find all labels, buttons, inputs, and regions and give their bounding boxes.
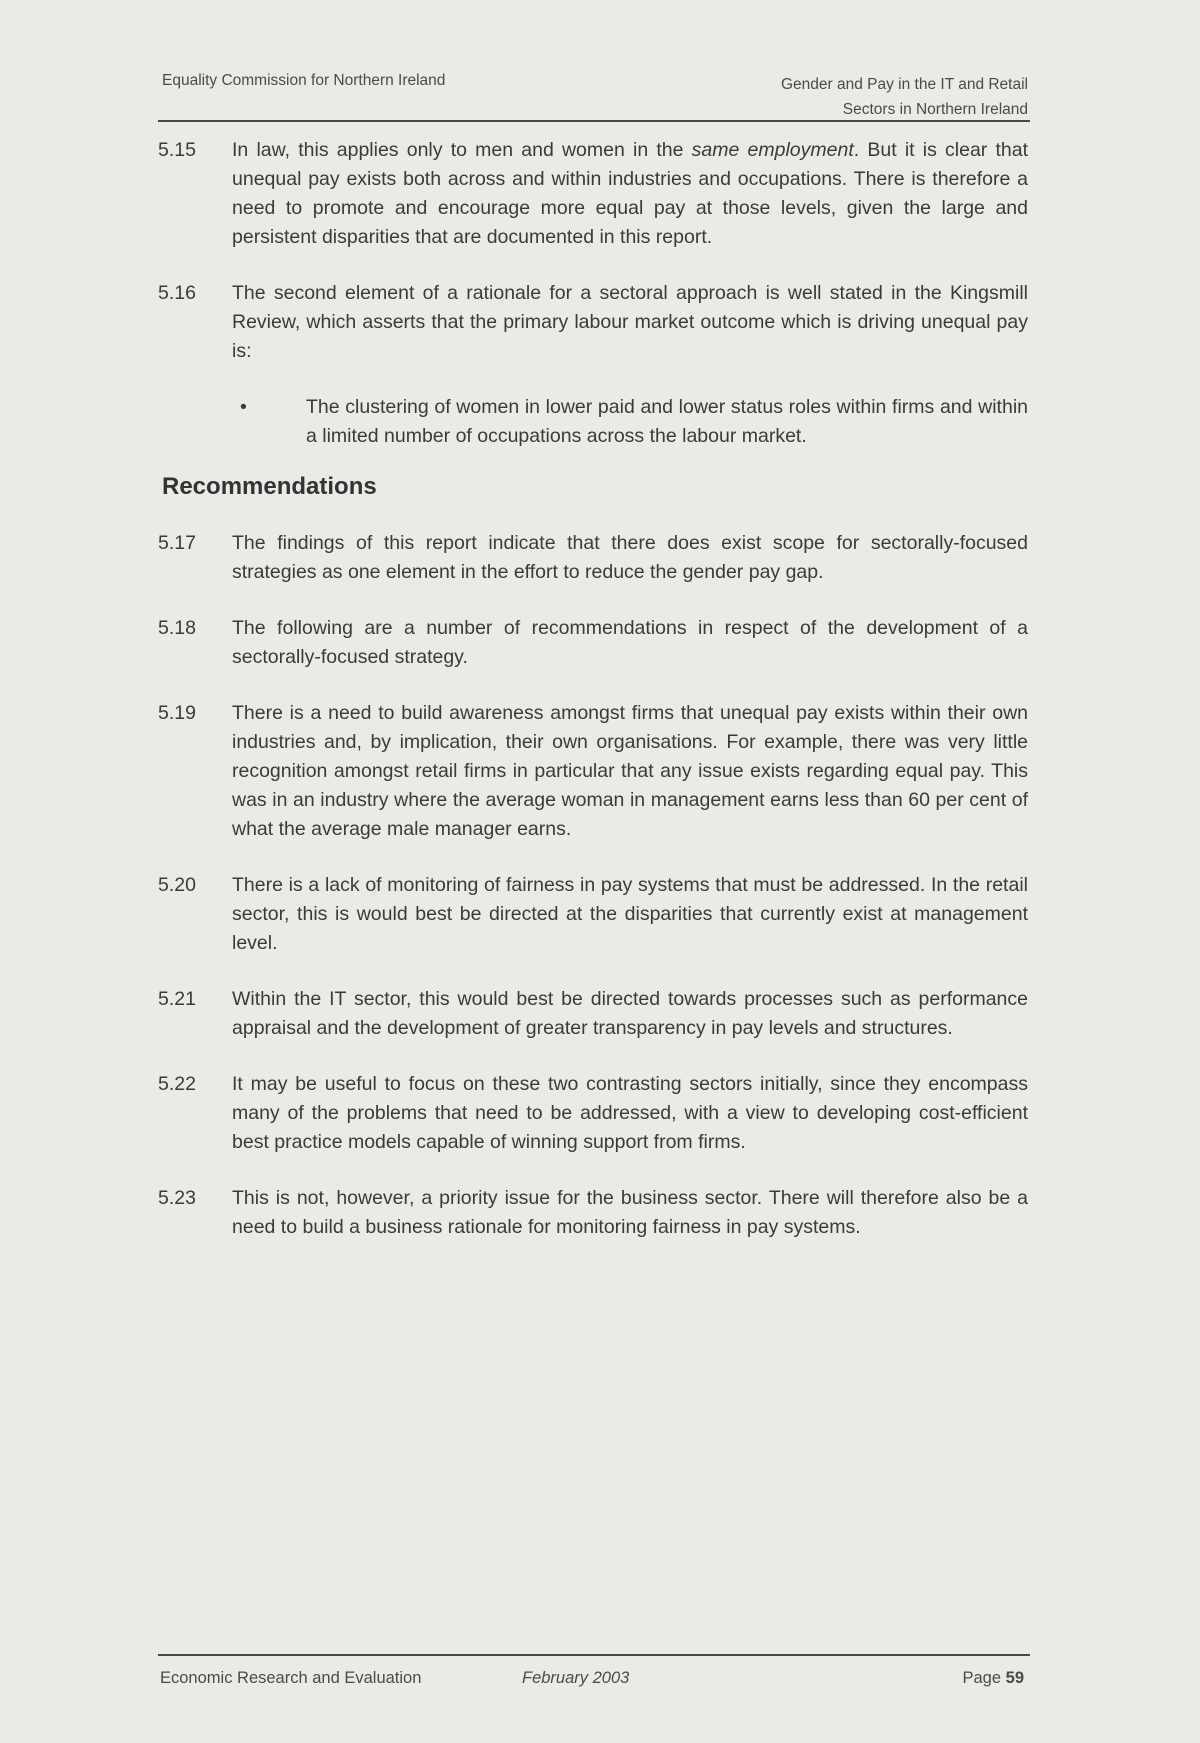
paragraph-text: The following are a number of recommendations in respect of the development of a sectorally-focused strategy.	[232, 617, 1028, 668]
paragraph-5-22	[158, 1070, 1030, 1157]
paragraph-5-17	[158, 529, 1030, 587]
page-header	[158, 66, 1030, 122]
paragraph-number: 5.18	[158, 617, 196, 639]
paragraph-5-16	[158, 279, 1030, 366]
bullet-item	[232, 393, 1030, 451]
bullet-icon: •	[240, 396, 247, 418]
paragraph-number: 5.16	[158, 282, 196, 304]
paragraph-5-21	[158, 985, 1030, 1043]
paragraph-number: 5.19	[158, 702, 196, 724]
paragraph-5-19	[158, 699, 1030, 844]
paragraph-5-23	[158, 1184, 1030, 1242]
footer-department: Economic Research and Evaluation	[160, 1669, 422, 1687]
paragraph-number: 5.15	[158, 139, 196, 161]
paragraph-5-15	[158, 136, 1030, 252]
paragraph-5-20	[158, 871, 1030, 958]
footer-date: February 2003	[522, 1669, 630, 1687]
header-title-line-1: Gender and Pay in the IT and Retail	[780, 76, 1028, 93]
page-number: Page 59	[962, 1669, 1024, 1687]
paragraph-text: This is not, however, a priority issue for the business sector. There will therefore also be a need to build a business rationale for monitoring fairness in pay systems.	[232, 1187, 1028, 1238]
section-heading: Recommendations	[162, 473, 377, 500]
header-title-line-2: Sectors in Northern Ireland	[842, 101, 1028, 118]
bullet-text: The clustering of women in lower paid and lower status roles within firms and within a limited number of occupations across the labour market.	[306, 396, 1028, 447]
paragraph-number: 5.17	[158, 532, 196, 554]
italic-phrase: same employment	[691, 139, 854, 161]
paragraph-number: 5.23	[158, 1187, 196, 1209]
page-footer	[158, 1654, 1030, 1687]
paragraph-text: It may be useful to focus on these two contrasting sectors initially, since they encompass many of the problems that need to be addressed, with a view to developing cost-efficient best practice models capable of winning support from firms.	[232, 1073, 1028, 1153]
paragraph-text: The findings of this report indicate that there does exist scope for sectorally-focused strategies as one element in the effort to reduce the gender pay gap.	[232, 532, 1028, 583]
paragraph-text: There is a lack of monitoring of fairness in pay systems that must be addressed. In the retail sector, this is would best be directed at the disparities that currently exist at management level.	[232, 874, 1028, 954]
paragraph-number: 5.21	[158, 988, 196, 1010]
paragraph-text: Within the IT sector, this would best be directed towards processes such as performance appraisal and the development of greater transparency in pay levels and structures.	[232, 988, 1028, 1039]
paragraph-number: 5.20	[158, 874, 196, 896]
header-organisation: Equality Commission for Northern Ireland	[162, 72, 446, 89]
header-report-title	[781, 72, 1028, 122]
paragraph-number: 5.22	[158, 1073, 196, 1095]
paragraph-text: In law, this applies only to men and women in the same employment. But it is clear that unequal pay exists both across and within industries and occupations. There is therefore a need to promote and encourage more equal pay at those levels, given the large and persistent disparities that are documented in this report.	[232, 139, 1028, 248]
page-body	[158, 136, 1030, 1269]
paragraph-text: The second element of a rationale for a sectoral approach is well stated in the Kingsmill Review, which asserts that the primary labour market outcome which is driving unequal pay is:	[232, 282, 1028, 362]
paragraph-text: There is a need to build awareness amongst firms that unequal pay exists within their own industries and, by implication, their own organisations. For example, there was very little recognition amongst retail firms in particular that any issue exists regarding equal pay. This was in an industry where the average woman in management earns less than 60 per cent of what the average male manager earns.	[232, 702, 1028, 840]
paragraph-5-18	[158, 614, 1030, 672]
